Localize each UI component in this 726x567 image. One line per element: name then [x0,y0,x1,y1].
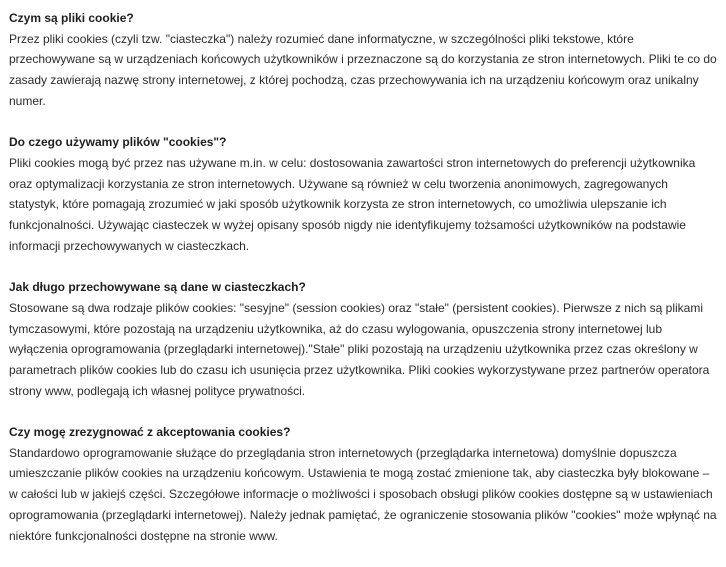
section-text: Stosowane są dwa rodzaje plików cookies: "sesyjne" (session cookies) oraz "stałe" (persistent cookies). Pierwsze z nich są plikami tymczasowymi, które pozostają na urządzeniu użytkownika, aż do czasu wylogowania, opuszczenia strony internetowej lub wyłączenia oprogramowania (przeglądarki internetowej)."Stałe" pliki pozostają na urządzeniu użytkownika przez czas określony w parametrach plików cookies lub do czasu ich usunięcia przez użytkownika. Pliki cookies wykorzystywane przez partnerów operatora strony www, podlegają ich własnej polityce prywatności. [9,300,710,398]
cookie-policy-content [9,8,721,567]
section-text: Standardowo oprogramowanie służące do przeglądania stron internetowych (przeglądarka internetowa) domyślnie dopuszcza umieszczanie plików cookies na urządzeniu końcowym. Ustawienia te mogą zostać zmienione tak, aby ciasteczka były blokowane – w całości lub w jakiejś części. Szczegółowe informacje o możliwości i sposobach obsługi plików cookies dostępne są w ustawieniach oprogramowania (przeglądarki internetowej). Należy jednak pamiętać, że ograniczenie stosowania plików "cookies" może wpłynąć na niektóre funkcjonalności dostępne na stronie www. [9,445,717,543]
section-what-we-use-cookies-for [9,132,721,256]
section-text: Pliki cookies mogą być przez nas używane m.in. w celu: dostosowania zawartości stron internetowych do preferencji użytkownika oraz optymalizacji korzystania ze stron internetowych. Używane są również w celu tworzenia anonimowych, zagregowanych statystyk, które pomagają zrozumieć w jaki sposób użytkownik korzysta ze stron internetowych, co umożliwia ulepszanie ich funkcjonalności. Używając ciasteczek w wyżej opisany sposób nigdy nie identyfikujemy tożsamości użytkowników na podstawie informacji przechowywanych w ciasteczkach. [9,155,696,253]
section-cookie-storage-duration [9,277,721,401]
section-heading: Czym są pliki cookie? [9,11,134,25]
section-heading: Jak długo przechowywane są dane w ciasteczkach? [9,280,306,295]
section-what-are-cookies [9,8,721,112]
section-opt-out-of-cookies [9,422,721,546]
section-heading: Czy mogę zrezygnować z akceptowania cookies? [9,425,291,440]
section-heading: Do czego używamy plików "cookies"? [9,135,227,150]
section-text: Przez pliki cookies (czyli tzw. "ciasteczka") należy rozumieć dane informatyczne, w szczególności pliki tekstowe, które przechowywane są w urządzeniach końcowych użytkowników i przeznaczone są do korzystania ze stron internetowych. Pliki te co do zasady zawierają nazwę strony internetowej, z której pochodzą, czas przechowywania ich na urządzeniu końcowym oraz unikalny numer. [9,31,717,108]
